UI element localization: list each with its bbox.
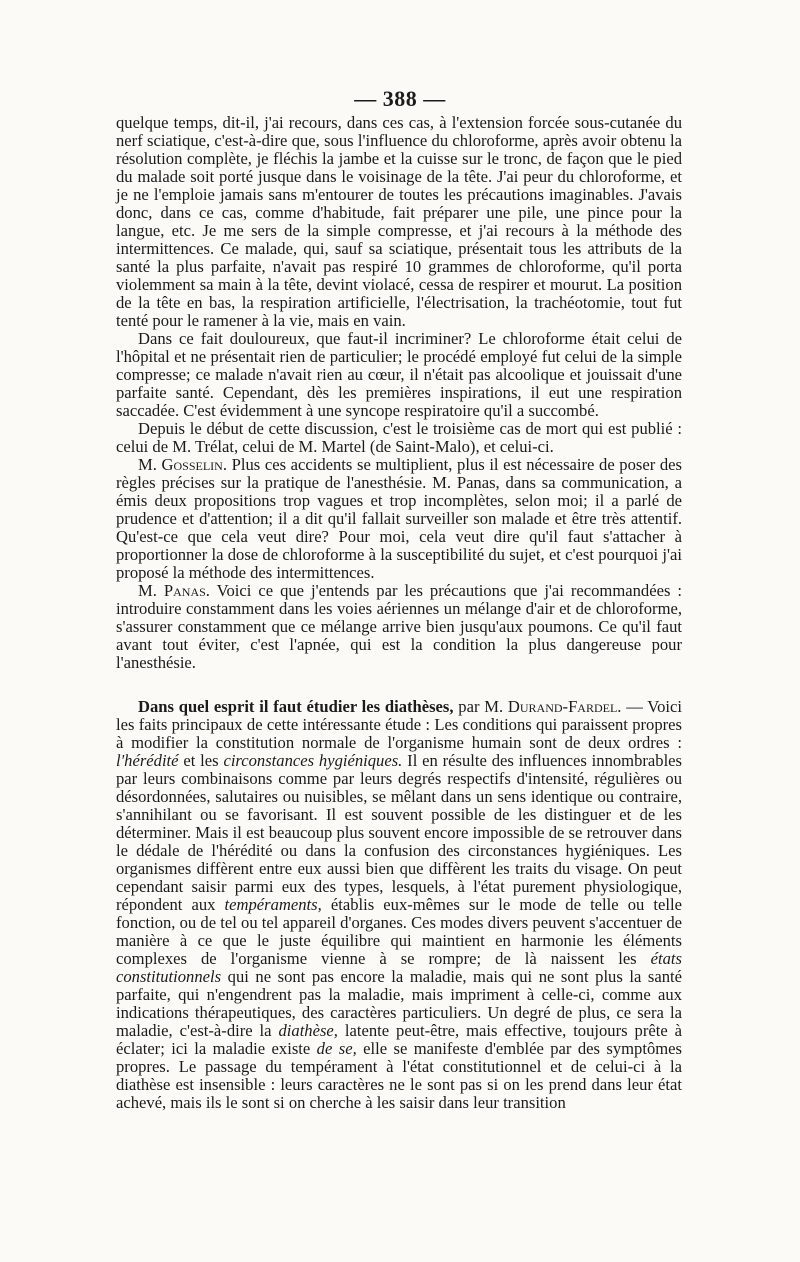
italic-term: états constitutionnels [116, 949, 682, 986]
body-text [116, 114, 682, 1112]
article-text: établis eux-mêmes sur le mode de telle ou telle fonction, ou de tel ou tel appareil d'organes. Ces modes divers peuvent s'accentuer de manière à ce que le juste équilibre qui maintient en harmonie les éléments complexes de l'organisme vienne à se rompre; de là naissent les [116, 895, 682, 968]
italic-term: circonstances hygiéniques. [223, 751, 403, 770]
speech-text: Voici ce que j'entends par les précautions que j'ai recommandées : introduire constamment dans les voies aériennes un mélange d'air et de chloroforme, s'assurer constamment que ce mélange arrive bien jusqu'aux poumons. Ce qu'il faut avant tout éviter, c'est l'apnée, qui est la condition la plus dangereuse pour l'anesthésie. [116, 581, 682, 672]
article-text: latente peut-être, mais effective, toujours prête à éclater; ici la maladie existe [116, 1021, 683, 1058]
page-number: — 388 — [354, 86, 446, 111]
article-text: elle se manifeste d'emblée par des symptômes propres. Le passage du tempérament à l'état constitutionnel et de celui-ci à la diathèse est insensible : leurs caractères ne le sont pas si on les prend dans leur état achevé, mais ils le sont si on cherche à les saisir dans leur transition [116, 1039, 682, 1112]
paragraph [116, 582, 682, 672]
author-prefix: par M. [453, 697, 508, 716]
speech-text: Plus ces accidents se multiplient, plus il est nécessaire de poser des règles précises sur la pratique de l'anesthésie. M. Panas, dans sa communication, a émis deux propositions trop vagues et trop incomplètes, selon moi; il a parlé de prudence et d'attention; il a dit qu'il fallait surveiller son malade et être très attentif. Qu'est-ce que cela veut dire? Pour moi, cela veut dire qu'il faut s'attacher à proportionner la dose de chloroforme à la susceptibilité du sujet, et c'est pourquoi j'ai proposé la méthode des intermittences. [116, 455, 682, 582]
article-text: Il en résulte des influences innombrables par leurs combinaisons comme par leurs degrés respectifs d'intensité, régulières ou désordonnées, salutaires ou nuisibles, se mêlant dans un sens identique ou contraire, s'annihilant ou se favorisant. Il est souvent possible de les distinguer et de les déterminer. Mais il est beaucoup plus souvent encore impossible de se retrouver dans le dédale de l'hérédité ou dans la confusion des circonstances hygiéniques. Les organismes diffèrent entre eux aussi bien que diffèrent les traits du visage. On peut cependant saisir parmi eux des types, lesquels, à l'état purement physiologique, répondent aux [116, 751, 682, 914]
italic-term: de se, [316, 1039, 357, 1058]
italic-term: tempéraments, [224, 895, 322, 914]
paragraph: Dans ce fait douloureux, que faut-il incriminer? Le chloroforme était celui de l'hôpital et ne présentait rien de particulier; le procédé employé fut celui de la simple compresse; ce malade n'avait rien au cœur, il n'était pas alcoolique et jouissait d'une parfaite santé. Cependant, dès les premières inspirations, il eut une respiration saccadée. C'est évidemment à une syncope respiratoire qu'il a succombé. [116, 329, 682, 420]
article-text: — Voici les faits principaux de cette intéressante étude : Les conditions qui paraissent propres à modifier la constitution normale de l'organisme humain sont de deux ordres : [116, 697, 682, 752]
paragraph: Depuis le début de cette discussion, c'est le troisième cas de mort qui est publié : celui de M. Trélat, celui de M. Martel (de Saint-Malo), et celui-ci. [116, 419, 682, 456]
article-author: Durand-Fardel. [507, 697, 622, 716]
article-text: qui ne sont pas encore la maladie, mais qui ne sont plus la santé parfaite, qui n'engendrent pas la maladie, mais impriment à celle-ci, comme aux indications thérapeutiques, des caractères particuliers. Un degré de plus, ce sera la maladie, c'est-à-dire la [116, 967, 682, 1040]
article-title: Dans quel esprit il faut étudier les diathèses, [138, 697, 454, 716]
paragraph: quelque temps, dit-il, j'ai recours, dans ces cas, à l'extension forcée sous-cutanée du nerf sciatique, c'est-à-dire que, sous l'influence du chloroforme, après avoir obtenu la résolution complète, je fléchis la jambe et la cuisse sur le tronc, de façon que le pied du malade soit porté jusque dans le voisinage de la tête. J'ai peur du chloroforme, et je ne l'emploie jamais sans m'entourer de toutes les précautions imaginables. J'avais donc, dans ce cas, comme d'habitude, fait préparer une pile, une pince pour la langue, etc. Je me sers de la simple compresse, et j'ai recours à la méthode des intermittences. Ce malade, qui, sauf sa sciatique, présentait tous les attributs de la santé la plus parfaite, n'avait pas respiré 10 grammes de chloroforme, qu'il porta violemment sa main à la tête, devint violacé, cessa de respirer et mourut. La position de la tête en bas, la respiration artificielle, l'électrisation, la trachéotomie, tout fut tenté pour le ramener à la vie, mais en vain. [116, 113, 682, 330]
italic-term: l'hérédité [116, 751, 179, 770]
speaker-name: M. Panas. [138, 581, 210, 600]
italic-term: diathèse, [278, 1021, 338, 1040]
speaker-name: M. Gosselin. [138, 455, 227, 474]
article-paragraph [116, 698, 682, 1112]
article-text: et les [178, 751, 224, 770]
paragraph [116, 456, 682, 582]
